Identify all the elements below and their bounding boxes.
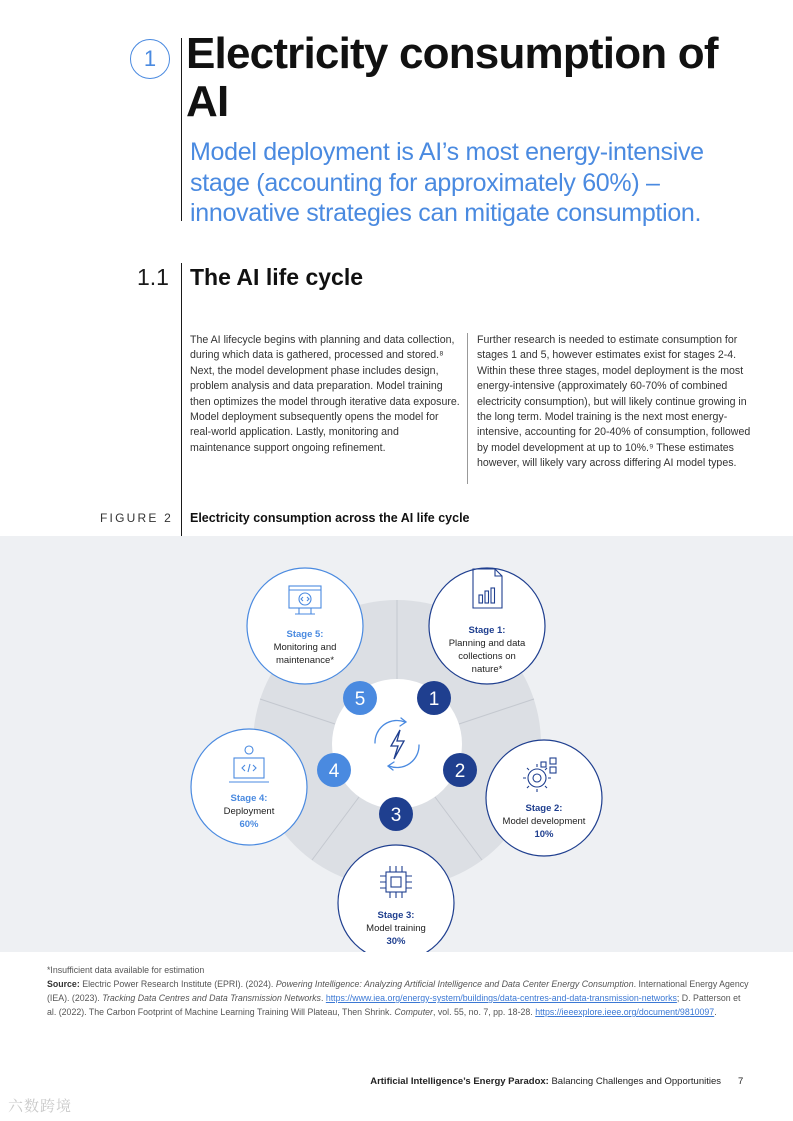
stage-5-line-1: Monitoring and — [273, 642, 337, 653]
source-title-1: Powering Intelligence: Analyzing Artificial Intelligence and Data Center Energy Consumption — [275, 979, 634, 989]
source-text-2: . International Energy Agency (IEA). (2023). — [47, 979, 749, 1003]
stage-3-share: 30% — [386, 936, 406, 947]
watermark: 六数跨境 — [8, 1098, 73, 1115]
stage-4-card — [191, 729, 307, 845]
body-paragraph-right: Further research is needed to estimate consumption for stages 1 and 5, however estimates exist for stages 2-4. Within these three stages, model deployment is the most energy-intensive (approximately 60-70% of combined electricity consumption), but will likely continue growing in the long term. Model training is the next most energy-intensive, accounting for 20-40% of consumption, followed by model development at up to 10%.⁹ These estimates however, will likely vary across differing AI model types. — [477, 334, 751, 470]
stage-4-share: 60% — [239, 819, 259, 830]
section-number: 1.1 — [137, 264, 169, 290]
stage-1-line-2: collections on — [458, 651, 516, 662]
lifecycle-diagram — [0, 536, 793, 952]
stage-5-number: 5 — [354, 689, 366, 710]
stage-1-number: 1 — [428, 689, 440, 710]
stage-4-line-1: Deployment — [223, 806, 275, 817]
body-paragraph-left: The AI lifecycle begins with planning and data collection, during which data is gathered, processed and stored.⁸ Next, the model development phase includes design, problem analysis and data preparation. Model training then optimizes the model through iterative data exposure. Model deployment subsequently opens the model for real-world application. Lastly, monitoring and maintenance support ongoing refinement. — [190, 334, 460, 454]
footnotes — [47, 963, 752, 1019]
column-divider — [467, 333, 468, 484]
figure-label: FIGURE 2 — [100, 511, 173, 525]
running-footer — [370, 1076, 721, 1087]
source-link-ieee[interactable]: https://ieeexplore.ieee.org/document/9810097 — [535, 1007, 715, 1017]
footer-title-bold: Artificial Intelligence’s Energy Paradox: — [370, 1076, 549, 1087]
source-text-3: . — [320, 993, 326, 1003]
stage-5-line-2: maintenance* — [275, 655, 335, 666]
stage-3-heading: Stage 3: — [377, 910, 415, 921]
stage-4-number: 4 — [328, 761, 340, 782]
stage-1-badge — [417, 681, 451, 715]
source-text-6: . — [714, 1007, 717, 1017]
figure-panel — [0, 536, 793, 952]
stage-2-line-1: Model development — [502, 816, 586, 827]
page-title: Electricity consumption of AI — [186, 29, 718, 126]
stage-3-line-1: Model training — [366, 923, 426, 934]
source-title-3: Computer — [394, 1007, 433, 1017]
section-divider — [181, 263, 182, 536]
stage-2-card — [486, 740, 602, 856]
stage-5-badge — [343, 681, 377, 715]
footnote-source — [47, 977, 752, 1019]
source-title-2: Tracking Data Centres and Data Transmission Networks — [102, 993, 321, 1003]
stage-1-line-3: nature* — [471, 664, 503, 675]
figure-title: Electricity consumption across the AI life cycle — [190, 511, 470, 525]
stage-2-number: 2 — [454, 761, 466, 782]
footnote-note: *Insufficient data available for estimation — [47, 965, 205, 975]
stage-3-card — [338, 845, 454, 952]
page-subtitle: Model deployment is AI’s most energy-intensive stage (accounting for approximately 60%) – innovative strategies can mitigate consumption. — [190, 138, 704, 227]
section-title: The AI life cycle — [190, 264, 363, 290]
stage-1-line-1: Planning and data — [448, 638, 526, 649]
footer-title-rest: Balancing Challenges and Opportunities — [548, 1076, 721, 1087]
source-text-1: Electric Power Research Institute (EPRI). (2024). — [79, 979, 276, 989]
stage-1-card — [429, 568, 545, 684]
stage-2-badge — [443, 753, 477, 787]
stage-1-heading: Stage 1: — [468, 625, 506, 636]
source-text-5: , vol. 55, no. 7, pp. 18-28. — [432, 1007, 536, 1017]
stage-4-heading: Stage 4: — [230, 793, 268, 804]
stage-2-heading: Stage 2: — [525, 803, 563, 814]
page-number: 7 — [738, 1076, 744, 1087]
stage-4-badge — [317, 753, 351, 787]
stage-3-badge — [379, 797, 413, 831]
stage-5-heading: Stage 5: — [286, 629, 324, 640]
stage-5-card — [247, 568, 363, 684]
source-text-4: ; D. Patterson et al. (2022). The Carbon Footprint of Machine Learning Training Will Plateau, Then Shrink. — [47, 993, 741, 1017]
source-link-iea[interactable]: https://www.iea.org/energy-system/buildings/data-centres-and-data-transmission-networks — [325, 993, 677, 1003]
header-divider — [181, 38, 182, 221]
stage-2-share: 10% — [534, 829, 554, 840]
chapter-number-badge: 1 — [130, 39, 170, 79]
stage-3-number: 3 — [390, 805, 402, 826]
source-label: Source: — [47, 979, 80, 989]
